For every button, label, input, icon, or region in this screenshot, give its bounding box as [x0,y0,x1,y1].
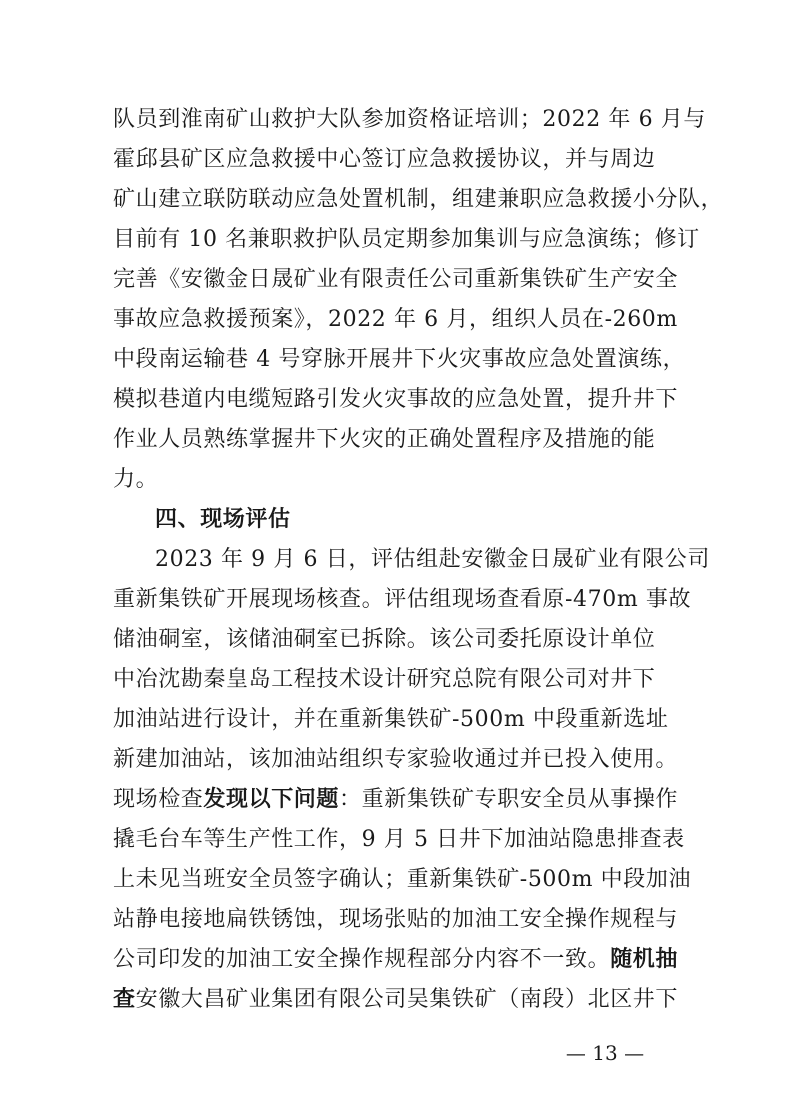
text-line: 中段南运输巷 4 号穿脉开展井下火灾事故应急处置演练， [113,347,686,372]
text-line: 中冶沈勘秦皇岛工程技术设计研究总院有限公司对井下 [113,667,656,692]
text-line: 新建加油站，该加油站组织专家验收通过并已投入使用。 [113,747,679,772]
text-line: 储油硐室，该储油硐室已拆除。该公司委托原设计单位 [113,627,656,652]
text-line: 加油站进行设计，并在重新集铁矿-500m 中段重新选址 [113,707,669,732]
text-line: 上未见当班安全员签字确认；重新集铁矿-500m 中段加油 [113,867,692,892]
text-line: 完善《安徽金日晟矿业有限责任公司重新集铁矿生产安全 [113,267,679,292]
text-line: 重新集铁矿开展现场核查。评估组现场查看原-470m 事故 [113,587,692,612]
text-line [113,945,679,975]
page-number: — 13 — [565,1041,645,1065]
text-run: ：重新集铁矿专职安全员从事操作 [339,787,679,812]
text-line: 作业人员熟练掌握井下火灾的正确处置程序及措施的能 [113,427,656,452]
text-line: 撬毛台车等生产性工作，9 月 5 日井下加油站隐患排查表 [113,827,685,852]
bold-text-run: 随机抽 [610,947,679,972]
text-line: 矿山建立联防联动应急处置机制，组建兼职应急救援小分队， [113,187,724,212]
text-line: 事故应急救援预案》，2022 年 6 月，组织人员在-260m [113,307,678,332]
bold-text-run: 发现以下问题 [203,787,340,812]
text-line: 站静电接地扁铁锈蚀，现场张贴的加油工安全操作规程与 [113,907,679,932]
text-line [113,985,679,1015]
bold-text-run: 查 [113,987,136,1012]
section-heading: 四、现场评估 [155,507,291,532]
text-run: 安徽大昌矿业集团有限公司吴集铁矿（南段）北区井下 [135,987,679,1012]
text-line: 目前有 10 名兼职救护队员定期参加集训与应急演练；修订 [113,227,700,252]
text-line: 队员到淮南矿山救护大队参加资格证培训；2022 年 6 月与 [113,107,706,132]
text-line: 力。 [113,467,159,492]
text-run: 公司印发的加油工安全操作规程部分内容不一致。 [113,947,611,972]
text-line: 模拟巷道内电缆短路引发火灾事故的应急处置，提升井下 [113,387,679,412]
text-line [113,785,679,815]
text-line: 霍邱县矿区应急救援中心签订应急救援协议，并与周边 [113,147,656,172]
text-run: 现场检查 [113,787,204,812]
text-line: 2023 年 9 月 6 日，评估组赴安徽金日晟矿业有限公司 [155,547,710,572]
